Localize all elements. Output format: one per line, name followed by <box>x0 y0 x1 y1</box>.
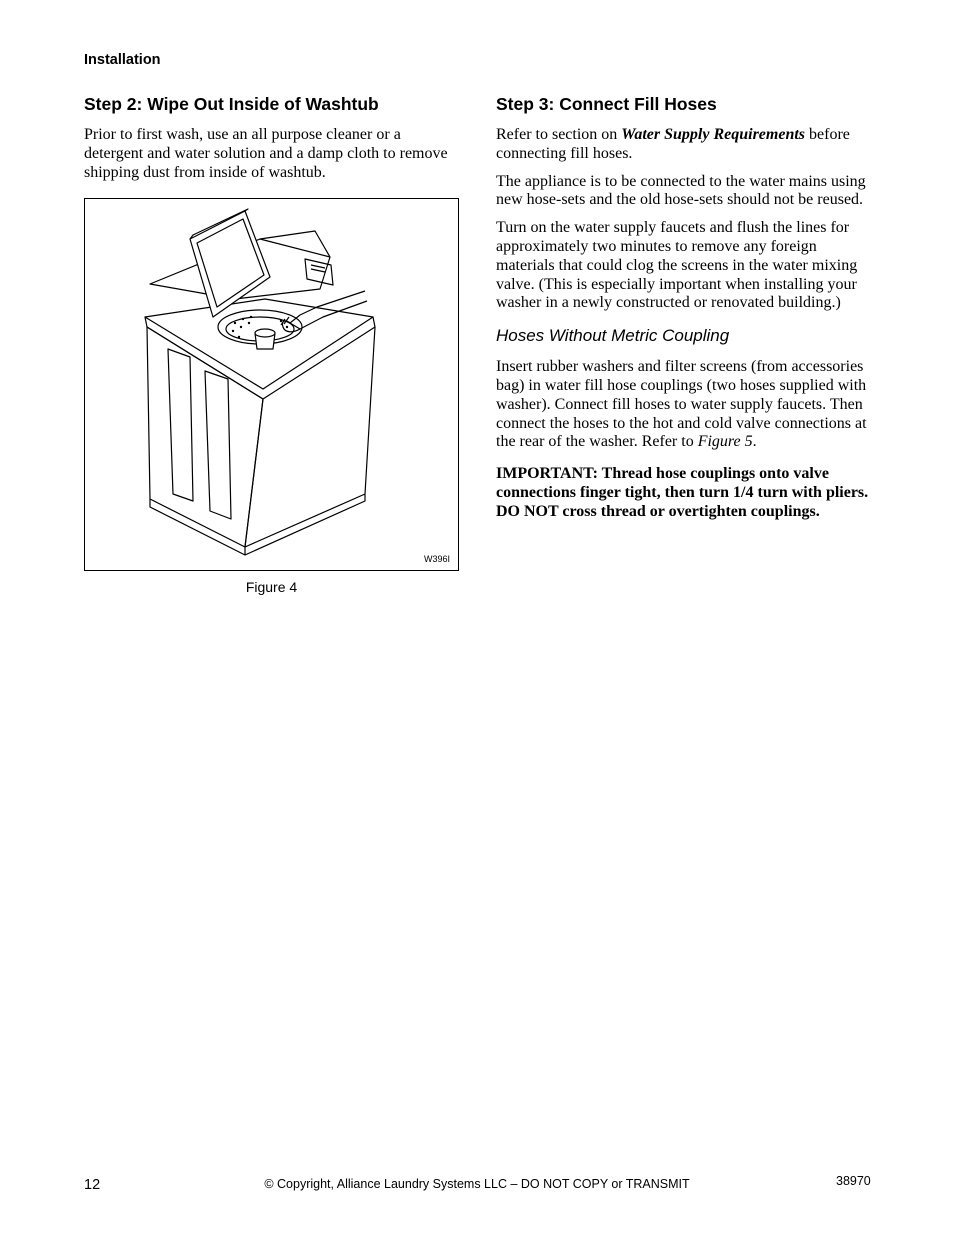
step3-paragraph-4 <box>496 358 876 452</box>
hoses-subheading: Hoses Without Metric Coupling <box>496 326 730 346</box>
step3-paragraph-1 <box>496 126 876 164</box>
figure-5-reference: Figure 5 <box>697 433 753 451</box>
step3-heading: Step 3: Connect Fill Hoses <box>496 94 717 114</box>
washer-illustration <box>85 199 459 571</box>
water-supply-reference: Water Supply Requirements <box>621 126 806 143</box>
right-column <box>496 94 876 531</box>
figure-code: W396I <box>423 554 450 564</box>
text: before connecting fill hoses. <box>496 126 850 162</box>
left-column <box>84 94 464 191</box>
step3-paragraph-2: The appliance is to be connected to the water mains using new hose-sets and the old hose-sets should not be reused. <box>496 172 866 209</box>
text: . <box>752 433 757 451</box>
step3-paragraph-3: Turn on the water supply faucets and flush the lines for approximately two minutes to remove any foreign materials that could clog the screens in the water mixing valve. (This is especially important when installing your washer in a newly constructed or renovated building.) <box>496 219 858 312</box>
step2-paragraph: Prior to first wash, use an all purpose cleaner or a detergent and water solution and a damp cloth to remove shipping dust from inside of washtub. <box>84 126 448 181</box>
section-label: Installation <box>84 52 161 68</box>
copyright-notice: © Copyright, Alliance Laundry Systems LLC – DO NOT COPY or TRANSMIT <box>264 1177 690 1191</box>
figure-4 <box>84 198 459 571</box>
page-number: 12 <box>84 1177 101 1193</box>
important-note: IMPORTANT: Thread hose couplings onto valve connections finger tight, then turn 1/4 turn with pliers. DO NOT cross thread or overtighten couplings. <box>496 465 869 520</box>
text: Refer to section on <box>496 126 622 143</box>
text: Insert rubber washers and filter screens (from accessories bag) in water fill hose couplings (two hoses supplied with washer). Connect fill hoses to water supply faucets. Then connect the hoses to the hot and cold valve connections at the rear of the washer. Refer to <box>496 358 867 451</box>
step2-heading: Step 2: Wipe Out Inside of Washtub <box>84 94 379 114</box>
figure-caption: Figure 4 <box>245 579 298 595</box>
document-number: 38970 <box>836 1174 871 1188</box>
